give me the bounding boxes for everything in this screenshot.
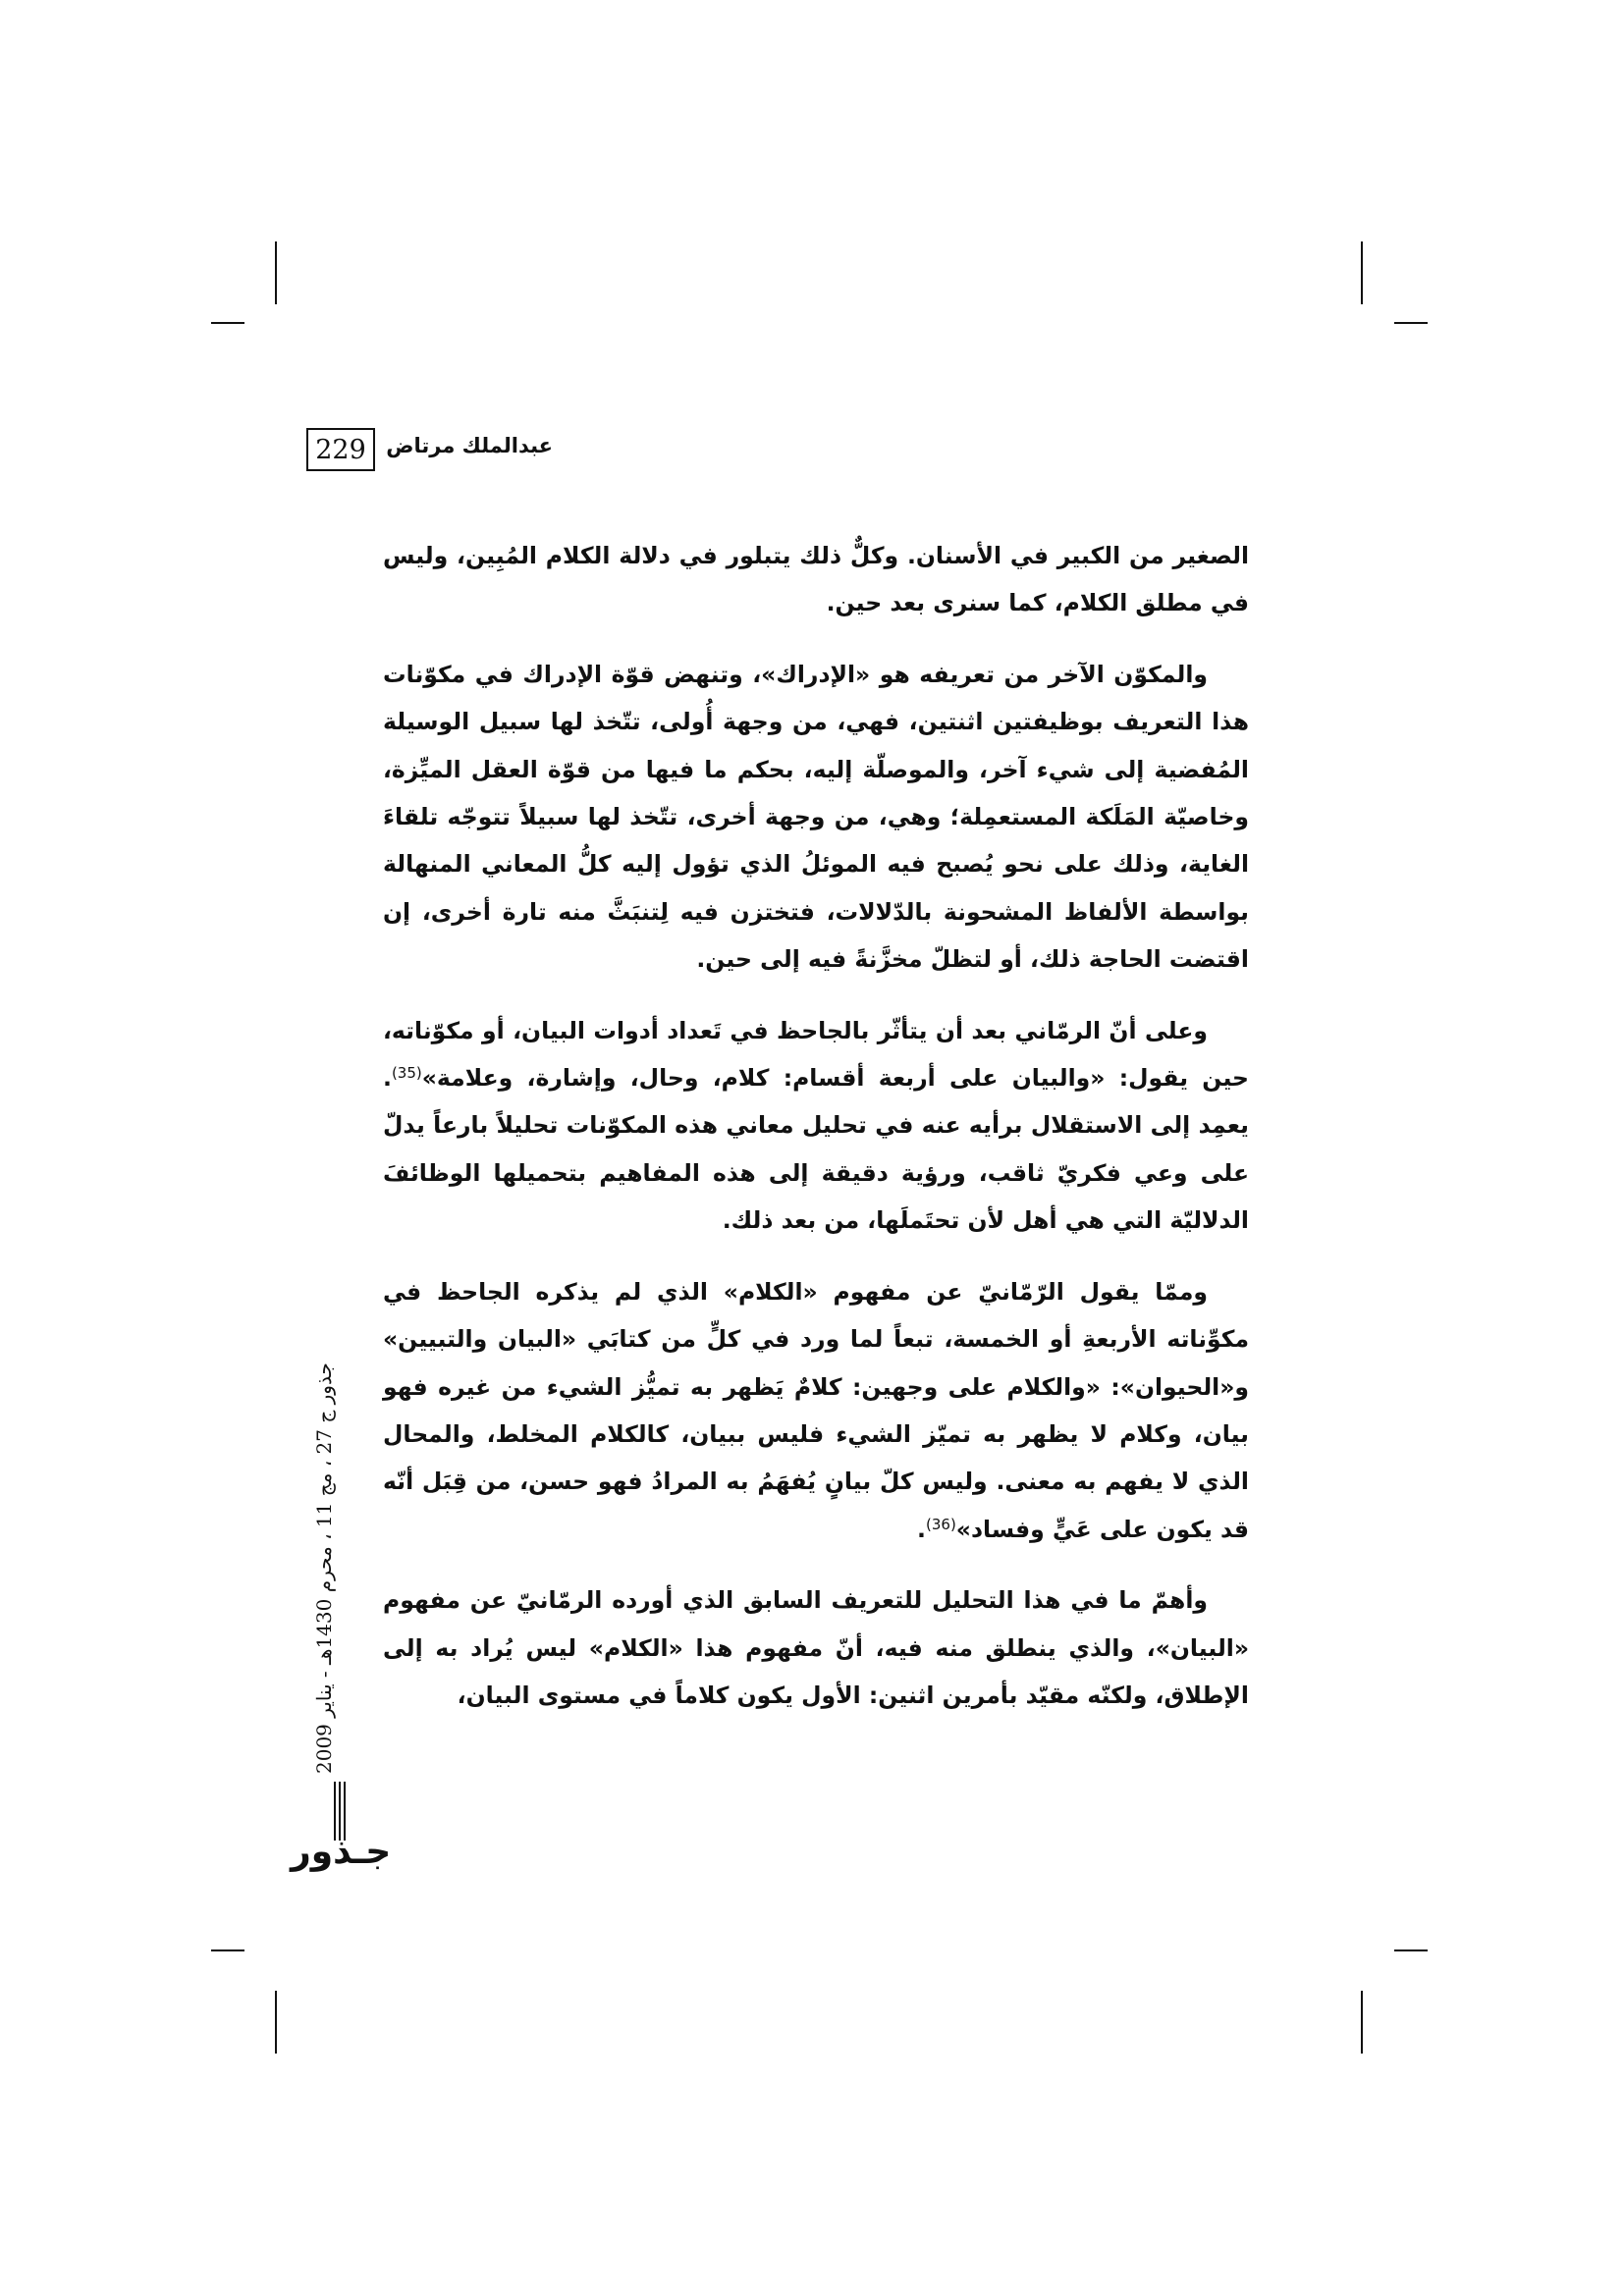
crop-mark [211, 322, 244, 324]
crop-mark [211, 1949, 244, 1951]
paragraph-text: وعلى أنّ الرمّاني بعد أن يتأثّر بالجاحظ في تَعداد أدوات البيان، أو مكوّناته، حين يقول: «والبيان على أربعة أقسام: كلام، وحال، وإشارة، وعلامة» [383, 1016, 1249, 1093]
paragraph [383, 1007, 1249, 1245]
journal-logo: جـذور [291, 1832, 392, 1872]
page-number: 229 [306, 428, 375, 471]
paragraph: وأهمّ ما في هذا التحليل للتعريف السابق الذي أورده الرمّانيّ عن مفهوم «البيان»، والذي ينطلق منه فيه، أنّ مفهوم هذا «الكلام» ليس يُراد به إلى الإطلاق، ولكنّه مقيّد بأمرين اثنين: الأول يكون كلاماً في مستوى البيان، [383, 1586, 1249, 1709]
paragraph: والمكوّن الآخر من تعريفه هو «الإدراك»، وتنهض قوّة الإدراك في مكوّنات هذا التعريف بوظيفتين اثنتين، فهي، من وجهة أُولى، تتّخذ لها سبيل الوسيلة المُفضية إلى شيء آخر، والموصلّة إليه، بحكم ما فيها من قوّة العقل الميِّزة، وخاصيّة المَلَكة المستعمِلة؛ وهي، من وجهة أخرى، تتّخذ لها سبيلاً تتوجّه تلقاءَ الغاية، وذلك على نحو يُصبح فيه الموئلُ الذي تؤول إليه كلُّ المعاني المنهالة بواسطة الألفاظ المشحونة بالدّلالات، فتختزن فيه لِتنبَثَّ منه تارة أخرى، إن اقتضت الحاجة ذلك، أو لتظلّ مخزَّنةً فيه إلى حين. [383, 660, 1249, 974]
paragraph-text: . يعمِد إلى الاستقلال برأيه عنه في تحليل معاني هذه المكوّنات [383, 1064, 1249, 1140]
footnote-ref: (35) [391, 1064, 422, 1083]
paragraph-text: تحليلاً بارعاً يدلّ على وعي فكريّ ثاقب، ورؤية دقيقة إلى هذه المفاهيم بتحميلها الوظائفَ الدلاليّة التي هي أهل لأن تحتَملَها، من بعد ذلك. [383, 1111, 1249, 1235]
crop-mark [1394, 322, 1428, 324]
footnote-ref: (36) [925, 1515, 956, 1533]
crop-mark [275, 1991, 277, 2054]
crop-mark [1361, 241, 1363, 304]
crop-mark [1394, 1949, 1428, 1951]
paragraph-text: . [917, 1515, 926, 1543]
paragraph: الصغير من الكبير في الأسنان. وكلٌّ ذلك يتبلور في دلالة الكلام المُبِين، وليس في مطلق الكلام، كما سنرى بعد حين. [383, 542, 1249, 617]
body-text [383, 532, 1249, 1742]
crop-mark [1361, 1991, 1363, 2054]
paragraph-text: وممّا يقول الرّمّانيّ عن مفهوم «الكلام» الذي لم يذكره الجاحظ في مكوِّناته الأربعةِ أو الخمسة، تبعاً لما ورد في كلٍّ من كتابَي «البيان والتبيين» و«الحيوان»: «والكلام على وجهين: كلامٌ يَظهر به تميُّز الشيء من غيره فهو بيان، وكلام لا يظهر به تميّز الشيء فليس ببيان، كالكلام المخلط، والمحال الذي لا يفهم به معنى. وليس كلّ بيانٍ يُفهَمُ به المرادُ فهو حسن، من قِبَل أنّه قد يكون على عَيٍّ وفساد» [383, 1277, 1249, 1543]
running-head-author: عبدالملك مرتاض [386, 434, 553, 457]
journal-issue-info: جذور ج 27 ، مج 11 ، محرم 1430هـ - يناير 2009 [312, 1362, 336, 1774]
paragraph [383, 1268, 1249, 1553]
crop-mark [275, 241, 277, 304]
